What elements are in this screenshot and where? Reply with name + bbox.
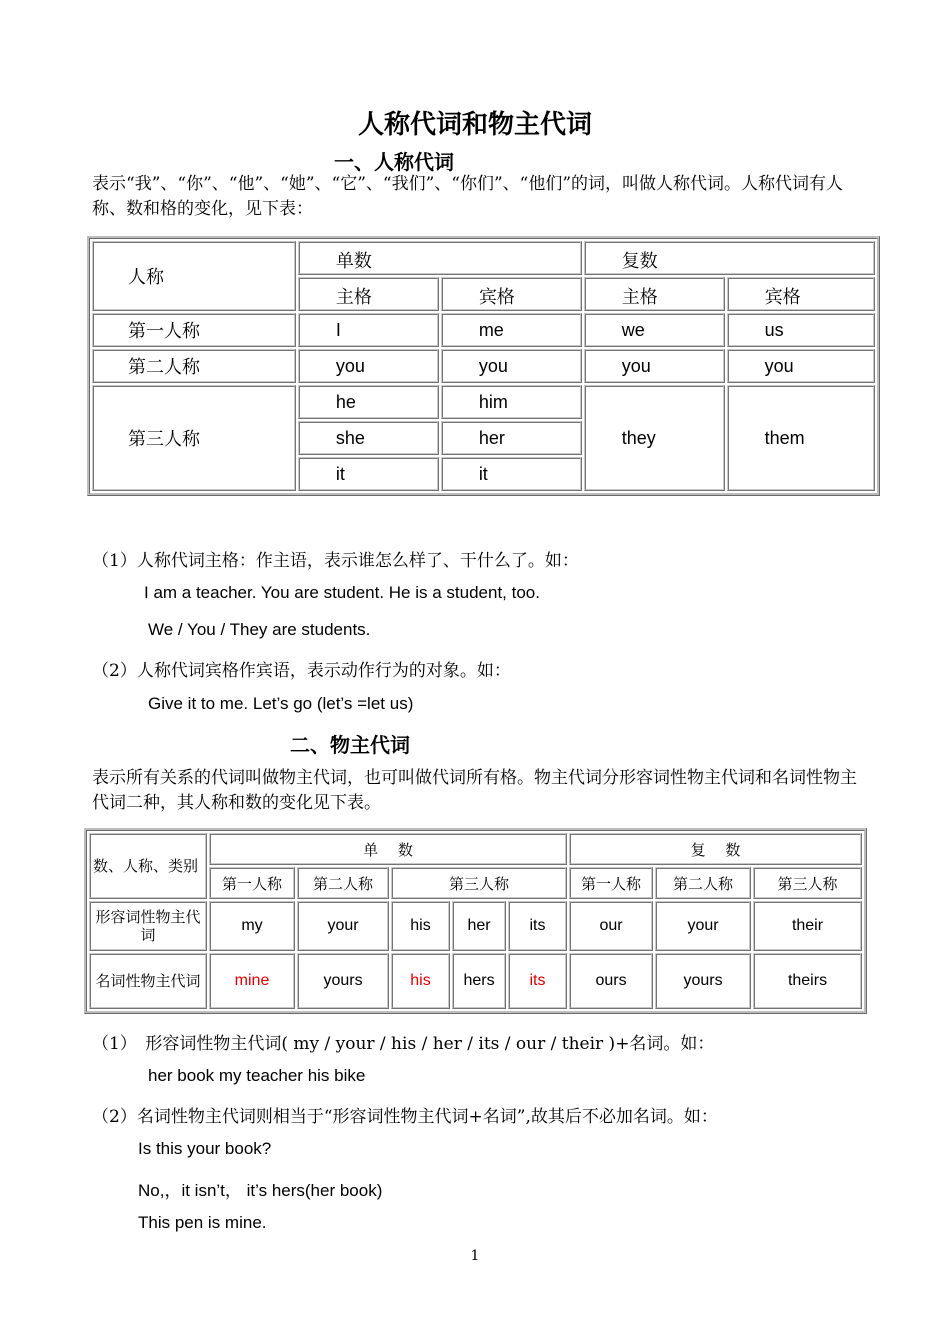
table-cell: my: [209, 901, 295, 951]
table-cell: mine: [209, 953, 295, 1009]
table-cell: yours: [655, 953, 751, 1009]
table1-corner: 人称: [92, 241, 296, 311]
table-cell: your: [655, 901, 751, 951]
table-cell: its: [508, 901, 567, 951]
table1-plural-subject: 主格: [584, 277, 725, 311]
section2-example-2a: Is this your book?: [138, 1139, 272, 1158]
table2-person-header: 第一人称: [569, 867, 653, 899]
table-cell: their: [753, 901, 862, 951]
row-label: 形容词性物主代词: [89, 901, 207, 951]
table-cell: his: [391, 901, 450, 951]
table-cell: you: [584, 349, 725, 383]
table-cell: he: [298, 385, 439, 419]
table-row: [89, 901, 862, 951]
table2-person-header: 第三人称: [753, 867, 862, 899]
table1-singular-object: 宾格: [441, 277, 582, 311]
page-title: 人称代词和物主代词: [357, 110, 592, 140]
table-cell: them: [727, 385, 875, 491]
table1-plural-object: 宾格: [727, 277, 875, 311]
section1-intro: 表示“我”、“你”、“他”、“她”、“它”、“我们”、“你们”、“他们”的词，叫做人称代词。人称代词有人称、数和格的变化，见下表：: [92, 174, 844, 219]
section1-example-1a: I am a teacher. You are student. He is a student, too.: [144, 583, 540, 602]
section1-note1: （1）人称代词主格：作主语，表示谁怎么样了、干什么了。如：: [92, 551, 579, 571]
table-cell: you: [441, 349, 582, 383]
table-cell: it: [298, 457, 439, 491]
page-number: 1: [470, 1248, 480, 1264]
row-label: 第一人称: [92, 313, 296, 347]
table-cell: theirs: [753, 953, 862, 1009]
section1-heading: 一、人称代词: [334, 150, 454, 174]
section1-example-2: Give it to me. Let’s go (let’s =let us): [148, 694, 414, 713]
table-row: [92, 385, 875, 419]
table-cell: me: [441, 313, 582, 347]
section2-intro: 表示所有关系的代词叫做物主代词，也可叫做代词所有格。物主代词分形容词性物主代词和名词性物主代词二种，其人称和数的变化见下表。: [92, 768, 857, 813]
table2-plural-header: 复 数: [569, 833, 862, 865]
table-cell: it: [441, 457, 582, 491]
section2-heading: 二、物主代词: [290, 733, 410, 757]
table-cell: its: [508, 953, 567, 1009]
table-cell: she: [298, 421, 439, 455]
possessive-pronoun-table: [84, 828, 867, 1014]
table-cell: you: [727, 349, 875, 383]
personal-pronoun-table: [87, 236, 880, 496]
section2-note1: （1） 形容词性物主代词( my / your / his / her / its / our / their )+名词。如：: [92, 1034, 715, 1054]
row-label: 第三人称: [92, 385, 296, 491]
row-label: 第二人称: [92, 349, 296, 383]
table2-person-header: 第三人称: [391, 867, 567, 899]
table-cell: her: [452, 901, 506, 951]
table2-person-header: 第二人称: [655, 867, 751, 899]
table-cell: they: [584, 385, 725, 491]
table-cell: him: [441, 385, 582, 419]
section2-example-2c: This pen is mine.: [138, 1213, 267, 1232]
table-cell: our: [569, 901, 653, 951]
table-cell: us: [727, 313, 875, 347]
table-cell: his: [391, 953, 450, 1009]
table-cell: her: [441, 421, 582, 455]
table1-singular-subject: 主格: [298, 277, 439, 311]
table-cell: I: [298, 313, 439, 347]
table1-plural-header: 复数: [584, 241, 875, 275]
section2-example-2b: No,，it isn’t， it’s hers(her book): [138, 1181, 383, 1200]
table-cell: you: [298, 349, 439, 383]
table-cell: yours: [297, 953, 389, 1009]
section2-example-1: her book my teacher his bike: [148, 1066, 366, 1085]
table-row: [92, 313, 875, 347]
table2-person-header: 第二人称: [297, 867, 389, 899]
table-cell: hers: [452, 953, 506, 1009]
table-cell: we: [584, 313, 725, 347]
section1-note2: （2）人称代词宾格作宾语，表示动作行为的对象。如：: [92, 661, 511, 681]
section2-note2: （2）名词性物主代词则相当于“形容词性物主代词+名词”,故其后不必加名词。如：: [92, 1107, 718, 1127]
table2-singular-header: 单 数: [209, 833, 567, 865]
table-cell: your: [297, 901, 389, 951]
row-label: 名词性物主代词: [89, 953, 207, 1009]
section1-example-1b: We / You / They are students.: [148, 620, 371, 639]
table2-person-header: 第一人称: [209, 867, 295, 899]
table1-singular-header: 单数: [298, 241, 582, 275]
table-cell: ours: [569, 953, 653, 1009]
table-row: [89, 953, 862, 1009]
table-row: [92, 349, 875, 383]
table2-corner: 数、人称、类别: [89, 833, 207, 899]
